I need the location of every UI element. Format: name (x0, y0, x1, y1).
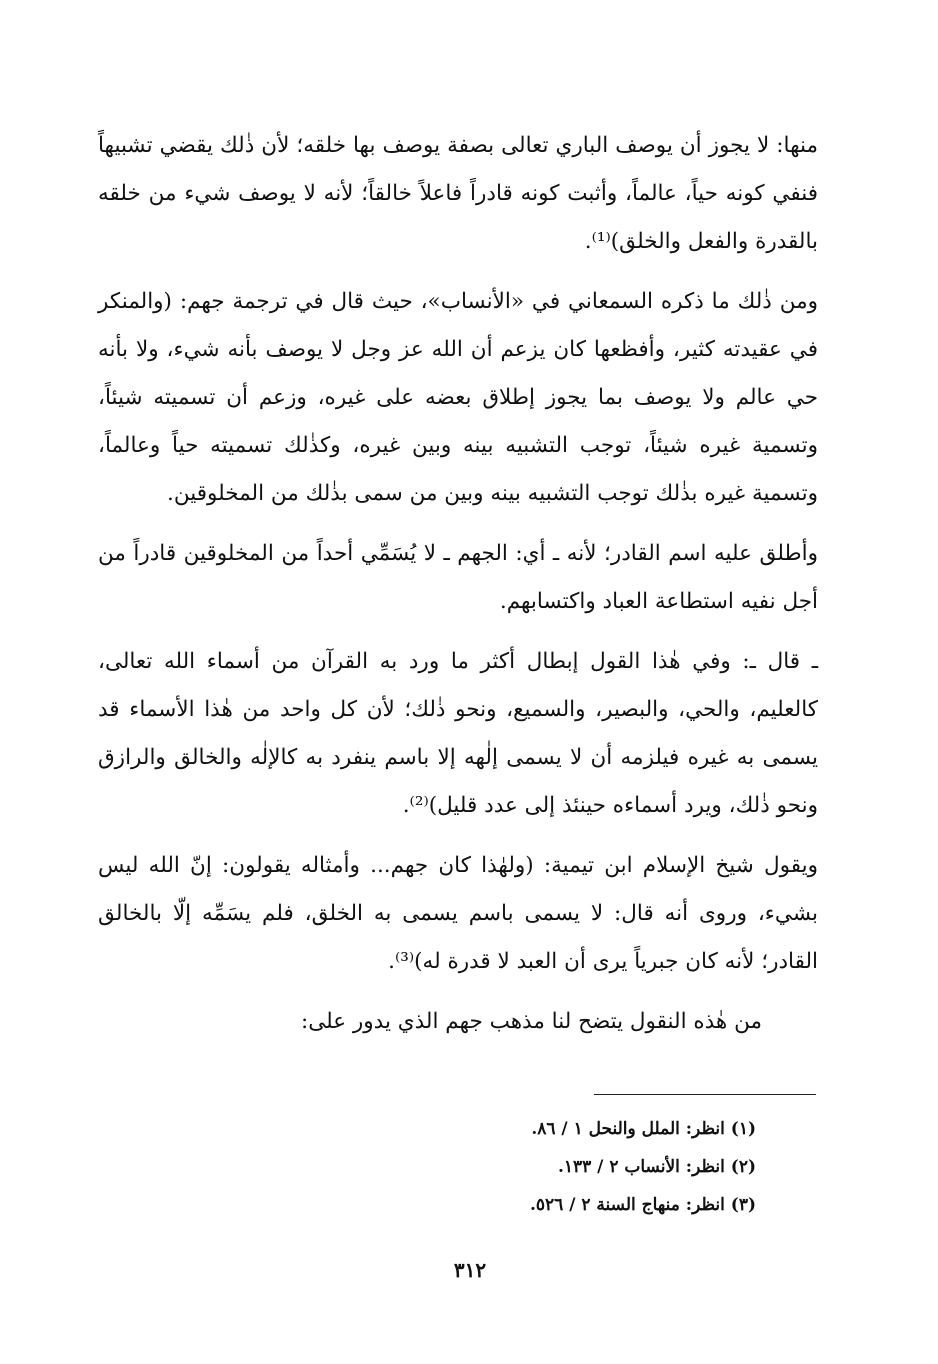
main-text (98, 122, 818, 1058)
paragraph-5: ويقول شيخ الإسلام ابن تيمية: (ولهٰذا كان جهم... وأمثاله يقولون: إنّ الله ليس بشيء، وروى أنه قال: لا يسمى باسم يسمى به الخلق، فلم يسَمِّه إلّا بالخالق القادر؛ لأنه كان جبرياً يرى أن العبد لا قدرة له)⁽³⁾. (98, 853, 818, 974)
paragraph-3: وأطلق عليه اسم القادر؛ لأنه ـ أي: الجهم ـ لا يُسَمِّي أحداً من المخلوقين قادراً من أجل نفيه استطاعة العباد واكتسابهم. (98, 541, 818, 614)
footnote-2: (٢) انظر: الأنساب ٢ / ١٣٣. (557, 1157, 756, 1177)
footnote-1: (١) انظر: الملل والنحل ١ / ٨٦. (531, 1119, 756, 1139)
paragraph-6: من هٰذه النقول يتضح لنا مذهب جهم الذي يدور على: (300, 1009, 762, 1034)
footnote-3: (٣) انظر: منهاج السنة ٢ / ٥٢٦. (529, 1195, 756, 1215)
page-number: ٣١٢ (453, 1258, 487, 1282)
paragraph-4: ـ قال ـ: وفي هٰذا القول إبطال أكثر ما ورد به القرآن من أسماء الله تعالى، كالعليم، والحي، والبصير، والسميع، ونحو ذٰلك؛ لأن كل واحد من هٰذا الأسماء قد يسمى به غيره فيلزمه أن لا يسمى إلٰهه إلا باسم ينفرد به كالإلٰه والخالق والرازق ونحو ذٰلك، ويرد أسماءه حينئذ إلى عدد قليل)⁽²⁾. (98, 649, 818, 818)
paragraph-1: منها: لا يجوز أن يوصف الباري تعالى بصفة يوصف بها خلقه؛ لأن ذٰلك يقضي تشبيهاً فنفي كونه حياً، عالماً، وأثبت كونه قادراً فاعلاً خالقاً؛ لأنه لا يوصف شيء من خلقه بالقدرة والفعل والخلق)⁽¹⁾. (98, 133, 818, 254)
footnotes (420, 1110, 756, 1224)
footnote-divider (594, 1094, 816, 1095)
paragraph-2: ومن ذٰلك ما ذكره السمعاني في «الأنساب»، حيث قال في ترجمة جهم: (والمنكر في عقيدته كثير، وأفظعها كان يزعم أن الله عز وجل لا يوصف بأنه شيء، ولا بأنه حي عالم ولا يوصف بما يجوز إطلاق بعضه على غيره، وزعم أن تسميته شيئاً، وتسمية غيره شيئاً، توجب التشبيه بينه وبين غيره، وكذٰلك تسميته حياً وعالماً، وتسمية غيره بذٰلك توجب التشبيه بينه وبين من سمى بذٰلك من المخلوقين. (98, 289, 818, 506)
